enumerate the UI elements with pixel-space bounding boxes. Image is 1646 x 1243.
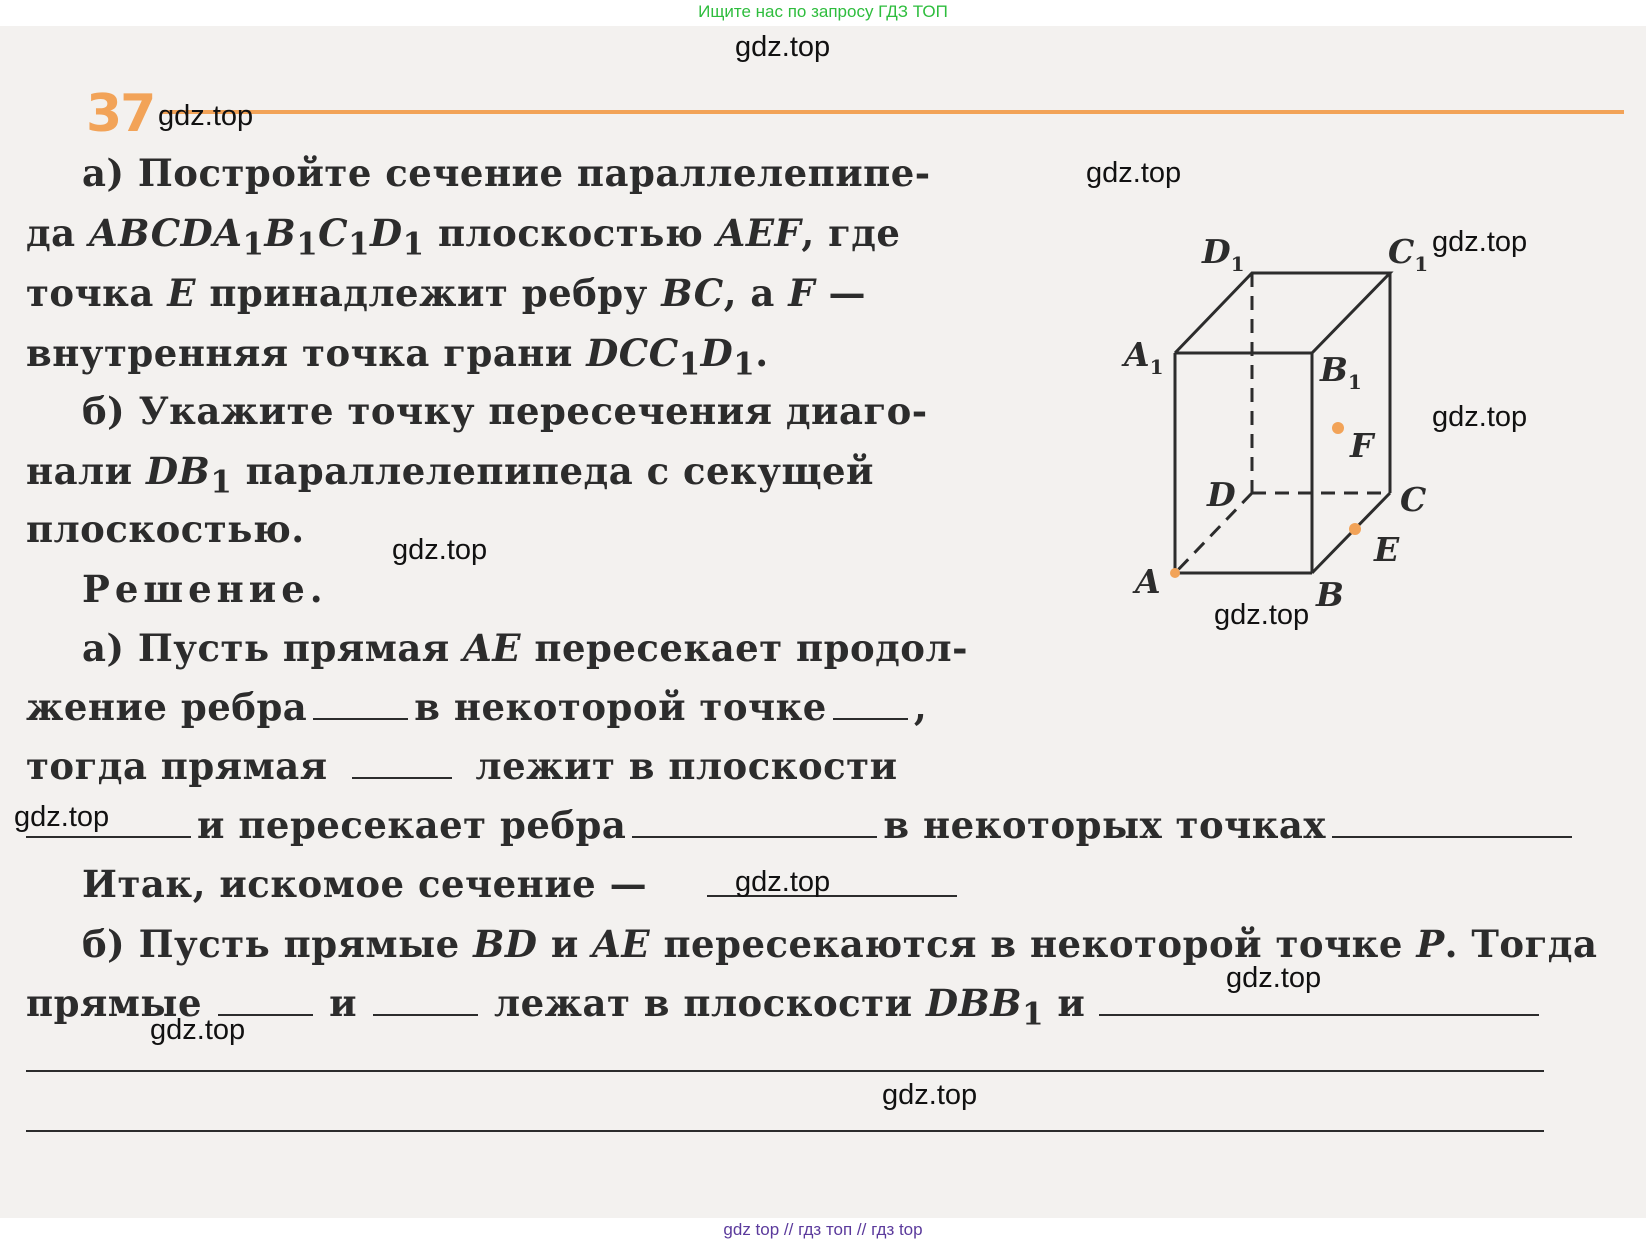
textbook-page bbox=[0, 26, 1646, 1218]
watermark: gdz.top bbox=[14, 801, 110, 833]
watermark: gdz.top bbox=[1086, 157, 1182, 189]
answer-line[interactable] bbox=[26, 1130, 1544, 1132]
answer-blank[interactable] bbox=[313, 690, 408, 720]
answer-blank[interactable] bbox=[833, 690, 908, 720]
watermark: gdz.top bbox=[158, 100, 254, 132]
answer-blank[interactable] bbox=[352, 749, 452, 779]
watermark: gdz.top bbox=[1432, 226, 1528, 258]
problem-line-3: точка E принадлежит ребру BC, а F — bbox=[26, 271, 866, 315]
point-e bbox=[1349, 523, 1361, 535]
problem-line-4: внутренняя точка грани $DCC_1D_1$. bbox=[26, 331, 769, 383]
point-a bbox=[1170, 568, 1180, 578]
watermark: gdz.top bbox=[1226, 962, 1322, 994]
solution-line-3: тогда прямая лежит в плоскости bbox=[26, 744, 898, 788]
label-a: A bbox=[1135, 562, 1161, 601]
answer-blank[interactable] bbox=[373, 986, 478, 1016]
answer-line[interactable] bbox=[26, 1070, 1544, 1072]
answer-blank[interactable] bbox=[218, 986, 313, 1016]
watermark: gdz.top bbox=[150, 1014, 246, 1046]
label-d: D bbox=[1207, 475, 1236, 514]
problem-line-5: б) Укажите точку пересечения диаго- bbox=[82, 389, 928, 433]
solution-line-5: Итак, искомое сечение — bbox=[82, 862, 963, 906]
footer-links[interactable]: gdz top // гдз топ // гдз top bbox=[723, 1220, 923, 1239]
top-banner[interactable]: Ищите нас по запросу ГДЗ ТОП bbox=[698, 2, 948, 21]
solution-line-2: жение ребра в некоторой точке , bbox=[26, 685, 928, 729]
solution-line-6: б) Пусть прямые BD и AE пересекаются в некоторой точке P. Тогда bbox=[82, 922, 1598, 966]
label-f: F bbox=[1350, 426, 1374, 465]
watermark: gdz.top bbox=[882, 1079, 978, 1111]
problem-line-6: нали $DB_1$ параллелепипеда с секущей bbox=[26, 449, 874, 501]
watermark: gdz.top bbox=[1214, 599, 1310, 631]
solution-heading: Решение. bbox=[82, 567, 328, 611]
label-d1: $D_1$ bbox=[1202, 232, 1245, 276]
task-number: 37 bbox=[86, 84, 155, 144]
solution-line-1: а) Пусть прямая AE пересекает продол- bbox=[82, 626, 968, 670]
point-f bbox=[1332, 422, 1344, 434]
label-b: B bbox=[1316, 575, 1344, 614]
top-face bbox=[1175, 273, 1390, 353]
answer-blank[interactable] bbox=[1332, 808, 1572, 838]
solution-line-4: и пересекает ребра в некоторых точках bbox=[26, 803, 1578, 847]
problem-line-7: плоскостью. bbox=[26, 507, 305, 551]
label-c: C bbox=[1400, 480, 1427, 519]
watermark: gdz.top bbox=[735, 31, 831, 63]
parallelepiped-figure bbox=[1080, 221, 1620, 651]
problem-line-2: да $ABCDA_1B_1C_1D_1$ плоскостью AEF, где bbox=[26, 211, 901, 263]
label-c1: $C_1$ bbox=[1388, 232, 1429, 276]
answer-blank[interactable] bbox=[632, 808, 877, 838]
label-a1: $A_1$ bbox=[1124, 335, 1164, 379]
label-e: E bbox=[1374, 530, 1400, 569]
watermark: gdz.top bbox=[1432, 401, 1528, 433]
solution-line-7: прямые и лежат в плоскости $DBB_1$ и bbox=[26, 981, 1545, 1036]
watermark: gdz.top bbox=[735, 866, 831, 898]
watermark: gdz.top bbox=[392, 534, 488, 566]
header-rule bbox=[162, 110, 1624, 114]
problem-line-1: а) Постройте сечение параллелепипе- bbox=[82, 151, 931, 195]
label-b1: $B_1$ bbox=[1320, 350, 1362, 394]
